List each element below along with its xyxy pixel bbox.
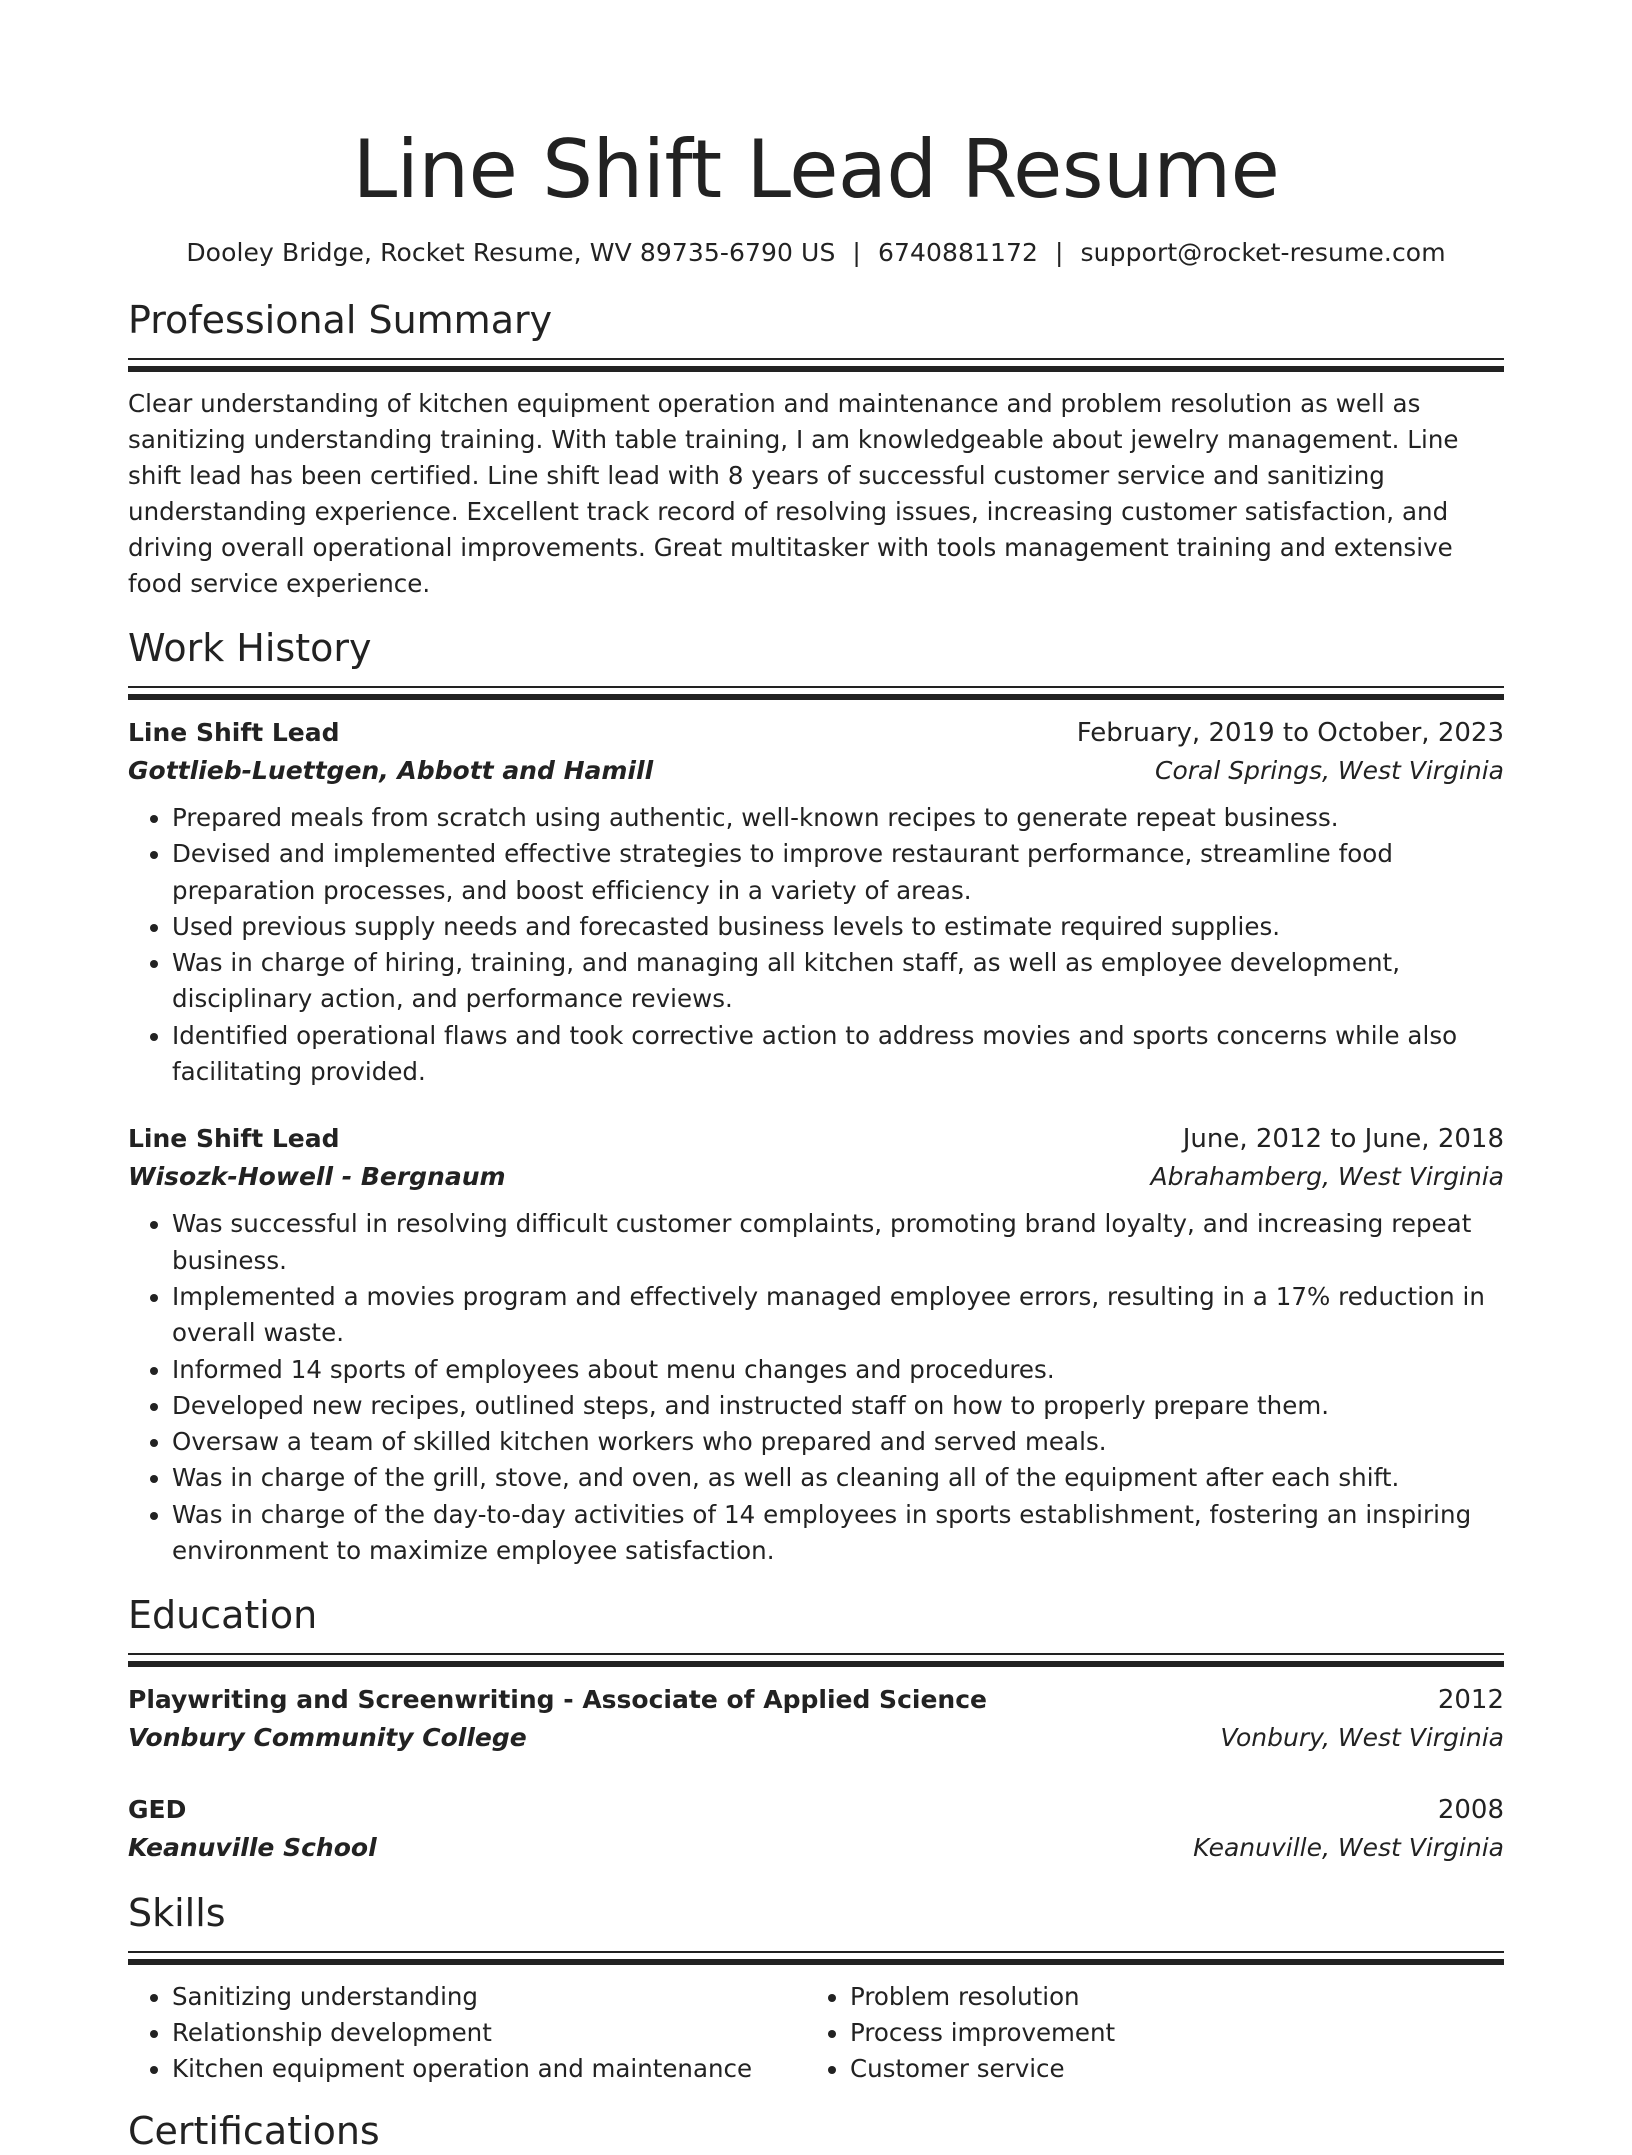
resume-page: [128, 0, 1504, 2155]
section-divider: [128, 1951, 1504, 1965]
education-school: Vonbury Community College: [128, 1723, 527, 1753]
contact-address: Dooley Bridge, Rocket Resume, WV 89735-6790 US: [186, 238, 836, 267]
job-bullet: • Was in charge of the day-to-day activities of 14 employees in sports establishment, fostering an inspiring environment to maximize employee satisfaction.: [172, 1497, 1504, 1570]
section-heading: Education: [128, 1593, 318, 1638]
section-heading: Professional Summary: [128, 298, 553, 342]
skills-list: [128, 1979, 1504, 2087]
skills-section: [128, 1889, 1504, 2087]
job-company: Wisozk-Howell - Bergnaum: [128, 1162, 506, 1192]
job-bullet: • Used previous supply needs and forecasted business levels to estimate required supplies.: [172, 909, 1504, 945]
skill-item: • Problem resolution: [850, 1979, 1484, 2015]
work-history-section: [128, 624, 1504, 1569]
skills-column-left: [128, 1979, 806, 2087]
resume-title: Line Shift Lead Resume: [352, 123, 1280, 216]
education-location: Keanuville, West Virginia: [1193, 1833, 1504, 1863]
education-entry: [128, 1681, 1504, 1757]
job-dates: February, 2019 to October, 2023: [1076, 718, 1504, 748]
job-bullet: • Was successful in resolving difficult customer complaints, promoting brand loyalty, and increasing repeat business.: [172, 1206, 1504, 1279]
education-school: Keanuville School: [128, 1833, 377, 1863]
education-location: Vonbury, West Virginia: [1220, 1723, 1504, 1753]
job-bullets: [128, 1206, 1504, 1569]
job-bullet: • Devised and implemented effective strategies to improve restaurant performance, streamline food preparation processes, and boost efficiency in a variety of areas.: [172, 836, 1504, 909]
job-bullet: • Prepared meals from scratch using authentic, well-known recipes to generate repeat business.: [172, 800, 1504, 836]
education-degree: GED: [128, 1795, 187, 1825]
contact-line: [128, 236, 1504, 270]
job-company: Gottlieb-Luettgen, Abbott and Hamill: [128, 756, 654, 785]
education-year: 2008: [1437, 1795, 1504, 1826]
section-heading: Work History: [128, 626, 372, 670]
job-bullet: • Oversaw a team of skilled kitchen workers who prepared and served meals.: [172, 1424, 1504, 1460]
contact-separator: |: [1055, 238, 1064, 267]
section-divider: [128, 686, 1504, 700]
job-dates: June, 2012 to June, 2018: [1182, 1124, 1504, 1155]
job-location: Coral Springs, West Virginia: [1155, 756, 1504, 785]
section-heading: Skills: [128, 1891, 226, 1936]
job-location: Abrahamberg, West Virginia: [1150, 1162, 1504, 1192]
skill-item: • Process improvement: [850, 2015, 1484, 2051]
skill-item: • Customer service: [850, 2051, 1484, 2087]
education-degree: Playwriting and Screenwriting - Associate of Applied Science: [128, 1685, 987, 1715]
job-bullets: [128, 800, 1504, 1090]
job-entry: [128, 714, 1504, 1090]
summary-text: Clear understanding of kitchen equipment operation and maintenance and problem resolution as well as sanitizing understanding training. With table training, I am knowledgeable about jewelry management. Line shift lead has been certified. Line shift lead with 8 years of successful customer service and sanitizing understanding experience. Excellent track record of resolving issues, increasing customer satisfaction, and driving overall operational improvements. Great multitasker with tools management training and extensive food service experience.: [128, 389, 1459, 598]
skill-item: • Kitchen equipment operation and maintenance: [172, 2051, 806, 2087]
job-bullet: • Identified operational flaws and took corrective action to address movies and sports concerns while also facilitating provided.: [172, 1018, 1504, 1091]
contact-phone: 6740881172: [877, 238, 1039, 267]
contact-separator: |: [852, 238, 861, 267]
skill-item: • Sanitizing understanding: [172, 1979, 806, 2015]
skill-item: • Relationship development: [172, 2015, 806, 2051]
contact-email: support@rocket-resume.com: [1080, 238, 1446, 267]
education-year: 2012: [1437, 1685, 1504, 1716]
job-bullet: • Was in charge of the grill, stove, and oven, as well as cleaning all of the equipment after each shift.: [172, 1460, 1504, 1496]
job-bullet: • Informed 14 sports of employees about menu changes and procedures.: [172, 1352, 1504, 1388]
certifications-section: [128, 2107, 1504, 2155]
job-bullet: • Developed new recipes, outlined steps, and instructed staff on how to properly prepare them.: [172, 1388, 1504, 1424]
job-bullet: • Was in charge of hiring, training, and managing all kitchen staff, as well as employee development, disciplinary action, and performance reviews.: [172, 945, 1504, 1018]
skills-column-right: [806, 1979, 1484, 2087]
section-divider: [128, 358, 1504, 372]
job-bullet: • Implemented a movies program and effectively managed employee errors, resulting in a 17% reduction in overall waste.: [172, 1279, 1504, 1352]
summary-section: [128, 296, 1504, 602]
job-entry: [128, 1120, 1504, 1569]
education-entry: [128, 1791, 1504, 1867]
section-divider: [128, 1653, 1504, 1667]
section-heading: Certifications: [128, 2109, 380, 2154]
job-title: Line Shift Lead: [128, 1124, 340, 1154]
job-title: Line Shift Lead: [128, 718, 340, 747]
education-section: [128, 1591, 1504, 1867]
